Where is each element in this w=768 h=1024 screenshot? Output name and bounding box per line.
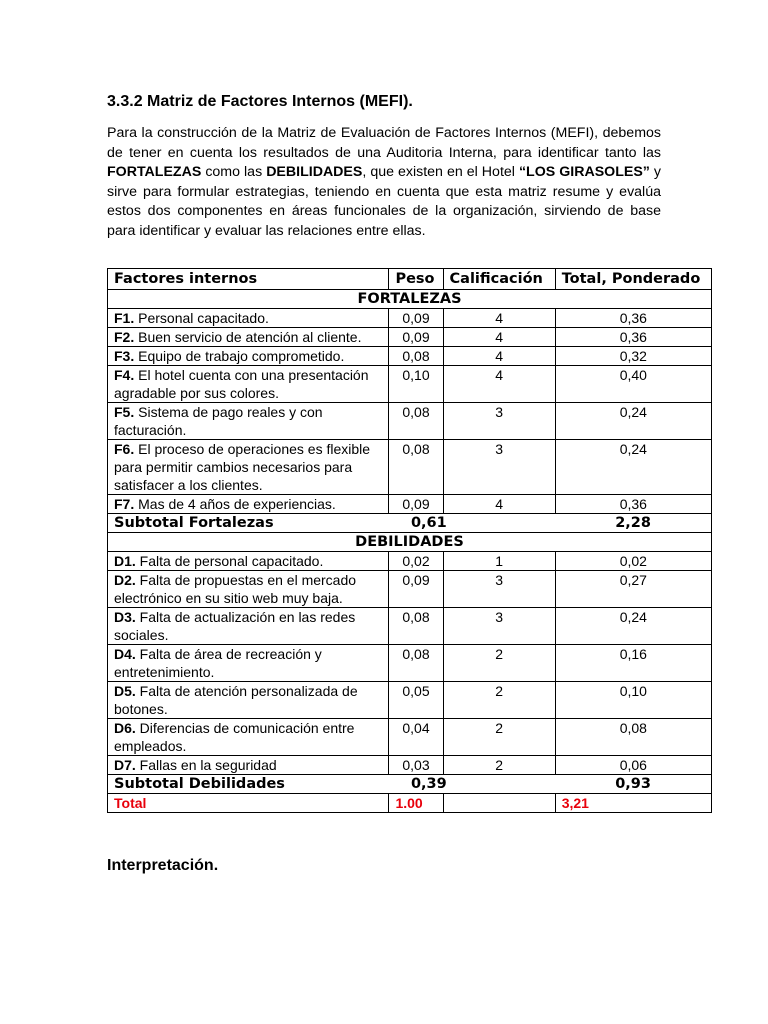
total-row xyxy=(108,794,712,813)
header-total: Total, Ponderado xyxy=(555,269,711,290)
table-row xyxy=(108,571,712,608)
factor-cell xyxy=(108,552,389,571)
subtotal-fortalezas-label: Subtotal Fortalezas xyxy=(108,514,389,533)
total-cell: 0,40 xyxy=(555,366,711,403)
total-label: Total xyxy=(108,794,389,813)
table-row xyxy=(108,552,712,571)
table-row xyxy=(108,309,712,328)
calificacion-cell: 2 xyxy=(443,682,555,719)
peso-cell: 0,05 xyxy=(389,682,443,719)
subtotal-fortalezas-row xyxy=(108,514,712,533)
debilidades-section-row xyxy=(108,533,712,552)
header-calificacion: Calificación xyxy=(443,269,555,290)
factor-code: D7. xyxy=(114,757,136,773)
total-cell: 0,36 xyxy=(555,495,711,514)
factor-code: D4. xyxy=(114,646,136,662)
header-peso: Peso xyxy=(389,269,443,290)
factor-cell xyxy=(108,328,389,347)
intro-bold-fortalezas: FORTALEZAS xyxy=(107,164,202,181)
interpretation-heading: Interpretación. xyxy=(107,857,219,874)
total-cell: 0,16 xyxy=(555,645,711,682)
total-cell: 0,24 xyxy=(555,608,711,645)
calificacion-cell: 1 xyxy=(443,552,555,571)
table-row xyxy=(108,645,712,682)
subtotal-debilidades-peso: 0,39 xyxy=(389,775,555,794)
factor-text: Falta de propuestas en el mercado electrónico en su sitio web muy baja. xyxy=(114,572,357,606)
factor-code: D3. xyxy=(114,609,136,625)
calificacion-cell: 4 xyxy=(443,309,555,328)
factor-text: Sistema de pago reales y con facturación. xyxy=(114,404,323,438)
total-cell: 0,10 xyxy=(555,682,711,719)
header-factor: Factores internos xyxy=(108,269,389,290)
intro-bold-debilidades: DEBILIDADES xyxy=(266,164,363,181)
total-peso: 1.00 xyxy=(389,794,443,813)
peso-cell: 0,09 xyxy=(389,309,443,328)
table-row xyxy=(108,495,712,514)
calificacion-cell: 4 xyxy=(443,347,555,366)
total-cell: 0,02 xyxy=(555,552,711,571)
table-row xyxy=(108,440,712,495)
subtotal-debilidades-total: 0,93 xyxy=(555,775,711,794)
total-ponderado: 3,21 xyxy=(555,794,711,813)
total-cell: 0,32 xyxy=(555,347,711,366)
table-row xyxy=(108,328,712,347)
factor-code: F5. xyxy=(114,404,135,420)
peso-cell: 0,08 xyxy=(389,645,443,682)
peso-cell: 0,02 xyxy=(389,552,443,571)
peso-cell: 0,08 xyxy=(389,440,443,495)
factor-text: El proceso de operaciones es flexible para permitir cambios necesarios para satisfacer a los clientes. xyxy=(114,441,371,493)
calificacion-cell: 3 xyxy=(443,608,555,645)
intro-text-3: , que existen en el Hotel xyxy=(362,164,519,181)
debilidades-label: DEBILIDADES xyxy=(108,533,712,552)
factor-text: Falta de personal capacitado. xyxy=(135,553,324,569)
factor-cell xyxy=(108,756,389,775)
total-cell: 0,27 xyxy=(555,571,711,608)
subtotal-debilidades-row xyxy=(108,775,712,794)
factor-text: El hotel cuenta con una presentación agradable por sus colores. xyxy=(114,367,369,401)
calificacion-cell: 4 xyxy=(443,328,555,347)
factor-text: Buen servicio de atención al cliente. xyxy=(134,329,362,345)
fortalezas-section-row xyxy=(108,290,712,309)
factor-code: F1. xyxy=(114,310,135,326)
total-calificacion-empty xyxy=(443,794,555,813)
factor-code: D2. xyxy=(114,572,136,588)
factor-text: Falta de actualización en las redes sociales. xyxy=(114,609,356,643)
factor-cell xyxy=(108,403,389,440)
factor-code: F2. xyxy=(114,329,135,345)
factor-code: F3. xyxy=(114,348,135,364)
calificacion-cell: 2 xyxy=(443,719,555,756)
peso-cell: 0,03 xyxy=(389,756,443,775)
intro-text-2: como las xyxy=(201,164,267,181)
table-header-row xyxy=(108,269,712,290)
factor-text: Equipo de trabajo comprometido. xyxy=(134,348,345,364)
factor-cell xyxy=(108,366,389,403)
calificacion-cell: 4 xyxy=(443,366,555,403)
factor-text: Personal capacitado. xyxy=(134,310,269,326)
total-cell: 0,36 xyxy=(555,309,711,328)
peso-cell: 0,09 xyxy=(389,495,443,514)
total-cell: 0,24 xyxy=(555,403,711,440)
factor-text: Diferencias de comunicación entre empleados. xyxy=(114,720,355,754)
calificacion-cell: 2 xyxy=(443,756,555,775)
fortalezas-label: FORTALEZAS xyxy=(108,290,712,309)
factor-cell xyxy=(108,571,389,608)
factor-text: Falta de área de recreación y entretenimiento. xyxy=(114,646,322,680)
subtotal-fortalezas-peso: 0,61 xyxy=(389,514,555,533)
peso-cell: 0,08 xyxy=(389,347,443,366)
peso-cell: 0,04 xyxy=(389,719,443,756)
factor-code: F6. xyxy=(114,441,135,457)
factor-cell xyxy=(108,645,389,682)
factor-text: Falta de atención personalizada de botones. xyxy=(114,683,358,717)
table-row xyxy=(108,366,712,403)
factor-code: D6. xyxy=(114,720,136,736)
subtotal-fortalezas-total: 2,28 xyxy=(555,514,711,533)
calificacion-cell: 2 xyxy=(443,645,555,682)
factor-cell xyxy=(108,440,389,495)
table-row xyxy=(108,682,712,719)
factor-code: D1. xyxy=(114,553,136,569)
total-cell: 0,36 xyxy=(555,328,711,347)
calificacion-cell: 4 xyxy=(443,495,555,514)
table-row xyxy=(108,719,712,756)
factor-cell xyxy=(108,682,389,719)
table-row xyxy=(108,608,712,645)
total-cell: 0,24 xyxy=(555,440,711,495)
subtotal-debilidades-label: Subtotal Debilidades xyxy=(108,775,389,794)
table-row xyxy=(108,347,712,366)
calificacion-cell: 3 xyxy=(443,571,555,608)
total-cell: 0,06 xyxy=(555,756,711,775)
peso-cell: 0,08 xyxy=(389,608,443,645)
peso-cell: 0,10 xyxy=(389,366,443,403)
total-cell: 0,08 xyxy=(555,719,711,756)
factor-code: D5. xyxy=(114,683,136,699)
factor-cell xyxy=(108,495,389,514)
calificacion-cell: 3 xyxy=(443,403,555,440)
intro-text-1: Para la construcción de la Matriz de Evaluación de Factores Internos (MEFI), debemos de tener en cuenta los resultados de una Auditoria Interna, para identificar tanto las xyxy=(107,125,661,161)
peso-cell: 0,09 xyxy=(389,571,443,608)
intro-paragraph xyxy=(107,124,661,242)
factor-cell xyxy=(108,347,389,366)
intro-text-4: y sirve para formular estrategias, teniendo en cuenta que esta matriz resume y evalúa estos dos componentes en áreas funcionales de la organización, sirviendo de base para identificar y evaluar las relaciones entre ellas. xyxy=(107,164,661,239)
peso-cell: 0,08 xyxy=(389,403,443,440)
mefi-table xyxy=(107,268,712,813)
factor-code: F4. xyxy=(114,367,135,383)
factor-text: Mas de 4 años de experiencias. xyxy=(134,496,336,512)
table-row xyxy=(108,756,712,775)
table-row xyxy=(108,403,712,440)
factor-text: Fallas en la seguridad xyxy=(135,757,277,773)
intro-bold-hotel: “LOS GIRASOLES” xyxy=(518,164,650,181)
factor-code: F7. xyxy=(114,496,135,512)
peso-cell: 0,09 xyxy=(389,328,443,347)
section-title: 3.3.2 Matriz de Factores Internos (MEFI). xyxy=(107,93,413,110)
factor-cell xyxy=(108,608,389,645)
factor-cell xyxy=(108,719,389,756)
factor-cell xyxy=(108,309,389,328)
calificacion-cell: 3 xyxy=(443,440,555,495)
